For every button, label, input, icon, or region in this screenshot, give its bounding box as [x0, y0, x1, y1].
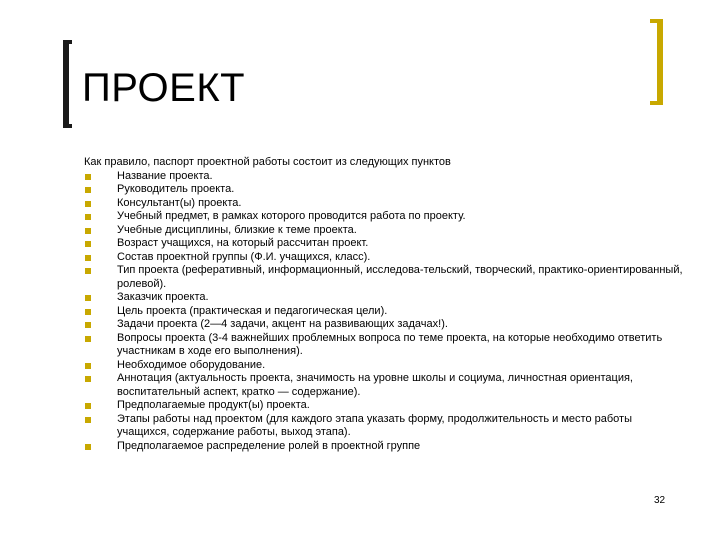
square-bullet-icon	[85, 187, 91, 193]
square-bullet-icon	[85, 228, 91, 234]
list-item	[84, 372, 684, 399]
list-item	[84, 197, 684, 211]
list-item-text: Состав проектной группы (Ф.И. учащихся, класс).	[117, 250, 371, 263]
list-item	[84, 332, 684, 359]
square-bullet-icon	[85, 322, 91, 328]
square-bullet-icon	[85, 444, 91, 450]
list-item-text: Руководитель проекта.	[117, 183, 235, 195]
list-item-text: Предполагаемые продукт(ы) проекта.	[117, 399, 310, 411]
square-bullet-icon	[85, 268, 91, 274]
list-item	[84, 237, 684, 251]
list-item-text: Аннотация (актуальность проекта, значимость на уровне школы и социума, личностная ориентация, воспитательный аспект, кратко — содержание).	[117, 372, 633, 398]
square-bullet-icon	[85, 309, 91, 315]
left-bracket-decoration	[63, 40, 72, 128]
square-bullet-icon	[85, 255, 91, 261]
square-bullet-icon	[85, 241, 91, 247]
list-item	[84, 318, 684, 332]
list-item-text: Тип проекта (реферативный, информационный, исследова-тельский, творческий, практико-ориентированный, ролевой).	[117, 264, 683, 290]
right-bracket-decoration	[650, 19, 663, 105]
page-number: 32	[654, 495, 666, 506]
list-item	[84, 291, 684, 305]
list-item	[84, 305, 684, 319]
square-bullet-icon	[85, 201, 91, 207]
square-bullet-icon	[85, 214, 91, 220]
list-item-text: Предполагаемое распределение ролей в проектной группе	[117, 439, 421, 452]
list-item	[84, 264, 684, 291]
square-bullet-icon	[85, 363, 91, 369]
list-item	[84, 251, 684, 265]
square-bullet-icon	[85, 376, 91, 382]
list-item-text: Учебные дисциплины, близкие к теме проекта.	[117, 223, 357, 236]
square-bullet-icon	[85, 417, 91, 423]
intro-text: Как правило, паспорт проектной работы состоит из следующих пунктов	[84, 156, 451, 168]
list-item-text: Возраст учащихся, на который рассчитан проект.	[117, 237, 369, 249]
square-bullet-icon	[85, 295, 91, 301]
list-item-text: Название проекта.	[117, 169, 213, 182]
list-item	[84, 183, 684, 197]
list-item	[84, 399, 684, 413]
list-item-text: Заказчик проекта.	[117, 291, 209, 303]
list-item-text: Необходимое оборудование.	[117, 358, 266, 371]
slide-title: ПРОЕКТ	[82, 66, 246, 110]
list-item	[84, 170, 684, 184]
list-item-text: Консультант(ы) проекта.	[117, 196, 242, 209]
list-item-text: Вопросы проекта (3-4 важнейших проблемных вопроса по теме проекта, на которые необходимо ответить участникам в ходе его выполнения).	[117, 331, 663, 357]
list-item-text: Учебный предмет, в рамках которого проводится работа по проекту.	[117, 210, 466, 222]
list-item	[84, 440, 684, 454]
square-bullet-icon	[85, 336, 91, 342]
list-item-text: Цель проекта (практическая и педагогическая цели).	[117, 304, 388, 317]
square-bullet-icon	[85, 174, 91, 180]
list-item	[84, 413, 684, 440]
list-item-text: Задачи проекта (2—4 задачи, акцент на развивающих задачах!).	[117, 318, 448, 330]
list-item-text: Этапы работы над проектом (для каждого этапа указать форму, продолжительность и место работы учащихся, содержание работы, выход этапа).	[117, 412, 632, 438]
slide-content	[84, 156, 684, 453]
list-item	[84, 359, 684, 373]
square-bullet-icon	[85, 403, 91, 409]
bullet-list	[84, 170, 684, 454]
list-item	[84, 210, 684, 224]
list-item	[84, 224, 684, 238]
